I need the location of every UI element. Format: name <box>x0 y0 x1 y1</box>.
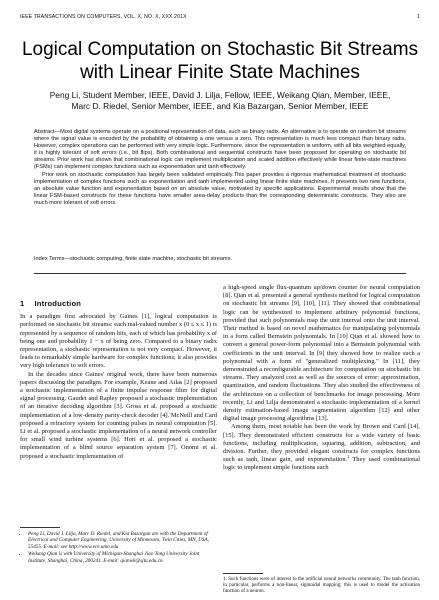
paper-title: Logical Computation on Stochastic Bit Streams with Linear Finite State Machines <box>21 39 419 83</box>
intro-paragraph-4-text: Among them, most notable has been the work by Brown and Card [14], [15]. They demonstrated efficient constructs for a wide variety of basic functions, including multiplication, squaring, addition, subtraction, and division. Further, they provided elegant constructs for complex functions such as tanh, linear gain, and exponentiation. <box>223 423 420 464</box>
author-list <box>30 90 410 112</box>
running-head <box>20 14 420 20</box>
abstract-paragraph-2: Prior work on stochastic computation has largely been validated empirically.This paper provides a rigorous mathematical treatment of stochastic implementation of complex functions such as exponentiation and tanh implemented using linear finite state machines. It presents two new functions, an absolute value function and exponentiation based on an absolute value, motivated by specific applications. Experimental results show that the linear FSM-based constructs for these functions have smaller area-delay products than the corresponding deterministic constructs. They also are much more tolerant of soft errors. <box>34 171 406 206</box>
abstract <box>34 129 406 207</box>
left-column <box>20 300 217 461</box>
author-affiliation-footnotes <box>20 531 217 565</box>
section-title: Introduction <box>34 299 82 308</box>
abstract-paragraph-1: Abstract—Most digital systems operate on a positional representation of data, such as binary radix. An alternative is to operate on random bit streams where the signal value is encoded by the probability of obtaining a one versus a zero. This representation is much less compact than binary radix. However, complex operations can be performed with very simple logic. Furthermore, since the representation is uniform, with all bits weighted equally, it is highly tolerant of soft errors (i.e., bit flips). Both combinational and sequential constructs have been proposed for operating on stochastic bit streams. Prior work has shown that combinational logic can implement multiplication and scaled addition effectively while linear finite-state machines (FSMs) can implement complex functions such as exponentiation and tanh effectively. <box>34 129 406 171</box>
affiliation-footnote-1: • Peng Li, David J. Lilja, Marc D. Riedel, and Kia Bazargan are with the Department of Electrical and Computer Engineering, University of Minnesota, Twin Cities, MN, USA, 55455. E-mail: see http://www.ece.umn.edu <box>28 531 217 550</box>
author-line-2: Marc D. Riedel, Senior Member, IEEE, and Kia Bazargan, Senior Member, IEEE <box>71 101 369 111</box>
section-number: 1 <box>20 299 25 308</box>
index-terms: Index Terms—stochastic computing, finite state machine, stochastic bit streams. <box>34 256 232 262</box>
intro-paragraph-2: In the decades since Gaines' original work, there have been numerous papers discussing the paradigm. For example, Keane and Atlas [2] proposed a stochastic implementation of a finite impulse response filter for digital signal processing. Gaudet and Rapley proposed a stochastic implementation of an iterative decoding algorithm [3]. Gross et al. proposed a stochastic implementation of a low-density parity-check decoder [4]. McNeill and Card proposed a refractory system for counting pulses in neural computation [5]. Li et al. proposed a stochastic implementation of a neural network controller for small wind turbine systems [6]. Hori et al. proposed a stochastic implementation of a blind source separation system [7]. Onomi et al. proposed a stochastic implementation of <box>20 370 217 460</box>
footnote-divider-right <box>223 573 263 574</box>
footnote-divider-left <box>20 527 60 528</box>
footnote-1: 1. Such functions were of interest to the artificial neural networks community. The tanh function, in particular, performs a non-linear, sigmoidal mapping; this is used to model the activation function of a neuron. <box>223 577 420 595</box>
abstract-divider <box>34 273 406 274</box>
intro-paragraph-1: In a paradigm first advocated by Gaines [1], logical computation is performed on stochastic bit streams: each real-valued number x (0 ≤ x ≤ 1) is represented by a sequence of random bits, each of which has probability x of being one and probability 1 − x of being zero. Compared to a binary radix representation, a stochastic representation is not very compact. However, it leads to remarkably simple hardware for complex functions; it also provides very high tolerance to soft errors. <box>20 313 217 370</box>
affiliation-footnote-2: • Weikang Qian is with University of Michigan-Shanghai Jiao Tong University Joint Institute, Shanghai, China, 200241. E-mail: qianwk@sjtu.edu.cn. <box>28 551 217 564</box>
intro-paragraph-4-tail: They used combinational logic to implement simple functions such <box>223 456 420 472</box>
journal-header: IEEE TRANSACTIONS ON COMPUTERS, VOL. X, NO. X, XXX 201X <box>20 14 187 20</box>
author-line-1: Peng Li, Student Member, IEEE, David J. Lilja, Fellow, IEEE, Weikang Qian, Member, IEEE, <box>49 90 391 100</box>
intro-paragraph-3: a high-speed single flux-quantum up/down counter for neural computation [8]. Qian et al. presented a general synthesis method for logical computation on stochastic bit streams [9], [10], [11]. They showed that combinational logic can be synthesized to implement arbitrary polynomial functions, provided that such polynomials map the unit interval onto the unit interval. Their method is based on novel mathematics for manipulating polynomials in a form called Bernstein polynomials. In [10] Qian et al. showed how to convert a general power-form polynomial into a Bernstein polynomial with coefficients in the unit interval. In [9] they showed how to realize such a polynomial with a form of "generalized multiplexing." In [11], they demonstrated a reconfigurable architecture for computation on stochastic bit streams. They analyzed cost as well as the sources of error: approximation, quantization, and random fluctuations. They also studied the effectiveness of the architecture on a collection of benchmarks for image processing. More recently, Li and Lilja demonstrated a stochastic implementation of a kernel density estimation-based image segmentation algorithm [12] and other digital image processing algorithms [13]. <box>223 284 420 423</box>
section-heading <box>20 300 217 308</box>
footnote-marker: 1 <box>347 454 350 460</box>
right-column <box>223 284 420 473</box>
page-number: 1 <box>417 14 420 20</box>
intro-paragraph-4 <box>223 423 420 472</box>
